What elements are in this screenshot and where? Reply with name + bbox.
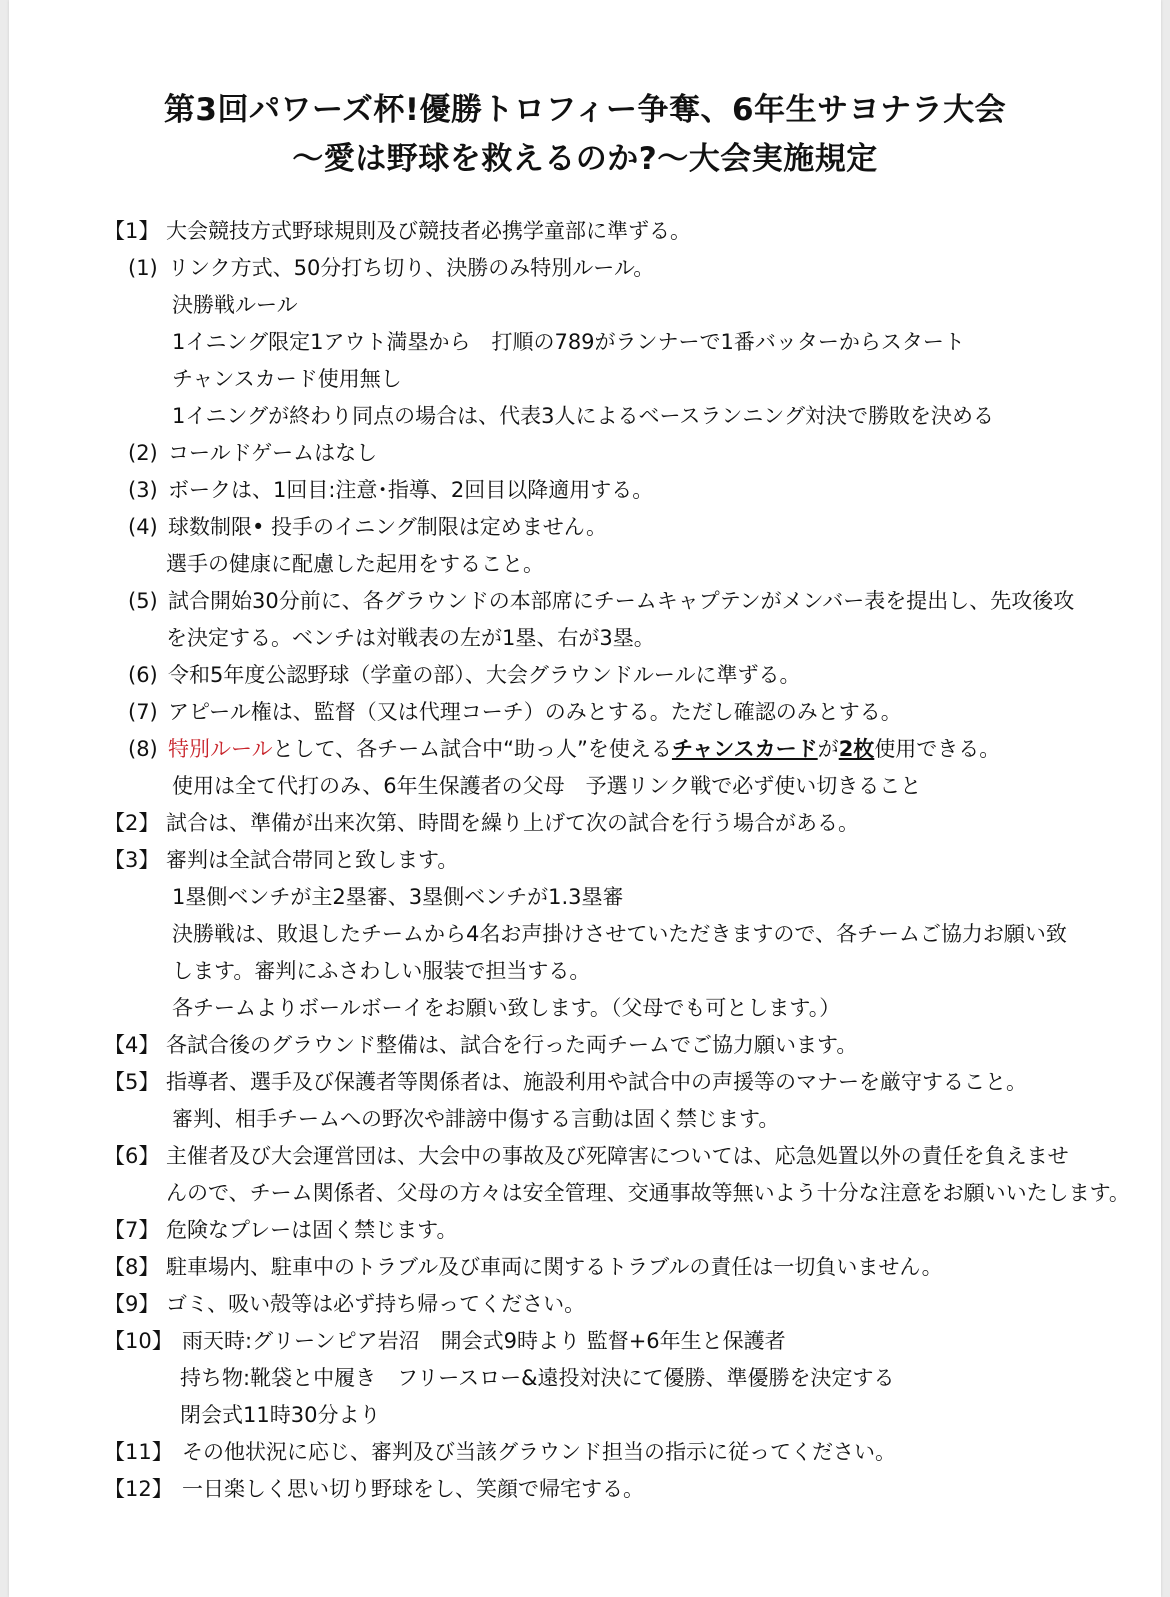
rule-9 [104, 1289, 585, 1319]
rule-1-text: 大会競技方式野球規則及び競技者必携学童部に準ずる。 [166, 219, 691, 243]
document-page [9, 0, 1161, 1597]
rule-1-sub-2 [128, 438, 377, 468]
rule-1-sub-5 [128, 586, 1074, 616]
rule-1-sub-8-continuation: 使用は全て代打のみ、6年生保護者の父母 予選リンク戦で必ず使い切きること [172, 774, 922, 798]
rule-1-sub-1-number: (1) [128, 256, 158, 280]
rule-11 [104, 1437, 896, 1467]
rule-1-sub-1-text: リンク方式、50分打ち切り、決勝のみ特別ルール。 [168, 256, 655, 280]
rule-10-number: 【10】 [104, 1329, 173, 1353]
rule-2-number: 【2】 [104, 811, 160, 835]
rule-3-line-4: 各チームよりボールボーイをお願い致します。（父母でも可とします。） [172, 996, 841, 1020]
rule-3 [104, 845, 458, 875]
rule-1-sub-4 [128, 512, 607, 542]
rule-1-sub-4-text: 球数制限• 投手のイニング制限は定めません。 [168, 515, 608, 539]
rule-3-line-3: します。審判にふさわしい服装で担当する。 [172, 959, 591, 983]
rule-1-number: 【1】 [104, 219, 160, 243]
rule-1-sub-7 [128, 697, 902, 727]
rule-1-sub-7-number: (7) [128, 700, 158, 724]
rule-11-number: 【11】 [104, 1440, 173, 1464]
rule-1-sub-6 [128, 660, 800, 690]
rule-1-sub-8-end: 使用できる。 [874, 737, 1001, 761]
rule-1-sub-8 [128, 734, 1000, 764]
rule-8 [104, 1252, 943, 1282]
rule-1-sub-3 [128, 475, 653, 505]
final-rule-line-3: 1イニングが終わり同点の場合は、代表3人によるベースランニング対決で勝敗を決める [172, 404, 994, 428]
rule-1-sub-5-number: (5) [128, 589, 158, 613]
rule-1-sub-4-continuation: 選手の健康に配慮した起用をすること。 [166, 552, 544, 576]
rule-5 [104, 1067, 1027, 1097]
chance-card-term: チャンスカード [671, 737, 818, 761]
final-rule-line-2: チャンスカード使用無し [172, 367, 402, 391]
rule-10-text: 雨天時:グリーンピア岩沼 開会式9時より 監督+6年生と保護者 [182, 1329, 786, 1353]
rule-6 [104, 1141, 1069, 1171]
rule-1-sub-8-number: (8) [128, 737, 158, 761]
rule-5-text: 指導者、選手及び保護者等関係者は、施設利用や試合中の声援等のマナーを厳守すること。 [166, 1070, 1027, 1094]
rule-1-sub-3-text: ボークは、1回目:注意･指導、2回目以降適用する。 [168, 478, 654, 502]
rule-1-sub-5-continuation: を決定する。ベンチは対戦表の左が1塁、右が3塁。 [166, 626, 655, 650]
rule-1-sub-8-text: として、各チーム試合中“助っ人”を使える [272, 737, 672, 761]
rule-8-number: 【8】 [104, 1255, 160, 1279]
rule-5-continuation: 審判、相手チームへの野次や誹謗中傷する言動は固く禁じます。 [172, 1107, 780, 1131]
rule-12-number: 【12】 [104, 1477, 173, 1501]
rule-5-number: 【5】 [104, 1070, 160, 1094]
rule-6-continuation: んので、チーム関係者、父母の方々は安全管理、交通事故等無いよう十分な注意をお願いいたします。 [166, 1181, 1130, 1205]
rule-10-line-1: 持ち物:靴袋と中履き フリースロー&遠投対決にて優勝、準優勝を決定する [180, 1366, 895, 1390]
rule-6-number: 【6】 [104, 1144, 160, 1168]
document-title-line-1: 第3回パワーズ杯!優勝トロフィー争奪、6年生サヨナラ大会 [163, 92, 1007, 128]
rule-4-text: 各試合後のグラウンド整備は、試合を行った両チームでご協力願います。 [166, 1033, 858, 1057]
rule-3-line-2: 決勝戦は、敗退したチームから4名お声掛けさせていただきますので、各チームご協力お願い致 [172, 922, 1067, 946]
rule-2-text: 試合は、準備が出来次第、時間を繰り上げて次の試合を行う場合がある。 [166, 811, 859, 835]
rule-10-line-2: 閉会式11時30分より [180, 1403, 381, 1427]
document-title-line-2: ～愛は野球を救えるのか?～大会実施規定 [292, 141, 878, 177]
rule-4-number: 【4】 [104, 1033, 160, 1057]
rule-12-text: 一日楽しく思い切り野球をし、笑顔で帰宅する。 [182, 1477, 644, 1501]
final-rule-line-1: 1イニング限定1アウト満塁から 打順の789がランナーで1番バッターからスタート [172, 330, 965, 354]
rule-1-sub-2-text: コールドゲームはなし [168, 441, 378, 465]
rule-11-text: その他状況に応じ、審判及び当該グラウンド担当の指示に従ってください。 [182, 1440, 896, 1464]
rule-9-text: ゴミ、吸い殻等は必ず持ち帰ってください。 [166, 1292, 586, 1316]
special-rule-highlight: 特別ルール [168, 737, 273, 761]
rule-1-sub-2-number: (2) [128, 441, 158, 465]
rule-12 [104, 1474, 644, 1504]
rule-10 [104, 1326, 786, 1356]
rule-3-text: 審判は全試合帯同と致します。 [166, 848, 459, 872]
rule-1-sub-5-text: 試合開始30分前に、各グラウンドの本部席にチームキャプテンがメンバー表を提出し、先攻後攻 [168, 589, 1075, 613]
rule-7-number: 【7】 [104, 1218, 160, 1242]
final-rule-heading: 決勝戦ルール [172, 293, 298, 317]
rule-3-line-1: 1塁側ベンチが主2塁審、3塁側ベンチが1.3塁審 [172, 885, 624, 909]
rule-3-number: 【3】 [104, 848, 160, 872]
rule-1-sub-8-particle: が [817, 737, 839, 761]
rule-1-sub-4-number: (4) [128, 515, 158, 539]
rule-4 [104, 1030, 857, 1060]
rule-1 [104, 216, 691, 246]
rule-6-text: 主催者及び大会運営団は、大会中の事故及び死障害については、応急処置以外の責任を負えませ [166, 1144, 1069, 1168]
rule-1-sub-6-number: (6) [128, 663, 158, 687]
rule-2 [104, 808, 859, 838]
rule-7-text: 危険なプレーは固く禁じます。 [166, 1218, 458, 1242]
rule-7 [104, 1215, 457, 1245]
rule-9-number: 【9】 [104, 1292, 160, 1316]
rule-8-text: 駐車場内、駐車中のトラブル及び車両に関するトラブルの責任は一切負いません。 [166, 1255, 943, 1279]
rule-1-sub-3-number: (3) [128, 478, 158, 502]
rule-1-sub-7-text: アピール権は、監督（又は代理コーチ）のみとする。ただし確認のみとする。 [168, 700, 902, 724]
rule-1-sub-6-text: 令和5年度公認野球（学童の部）、大会グラウンドルールに準ずる。 [168, 663, 801, 687]
rule-1-sub-1 [128, 253, 654, 283]
two-cards-term: 2枚 [838, 737, 875, 761]
